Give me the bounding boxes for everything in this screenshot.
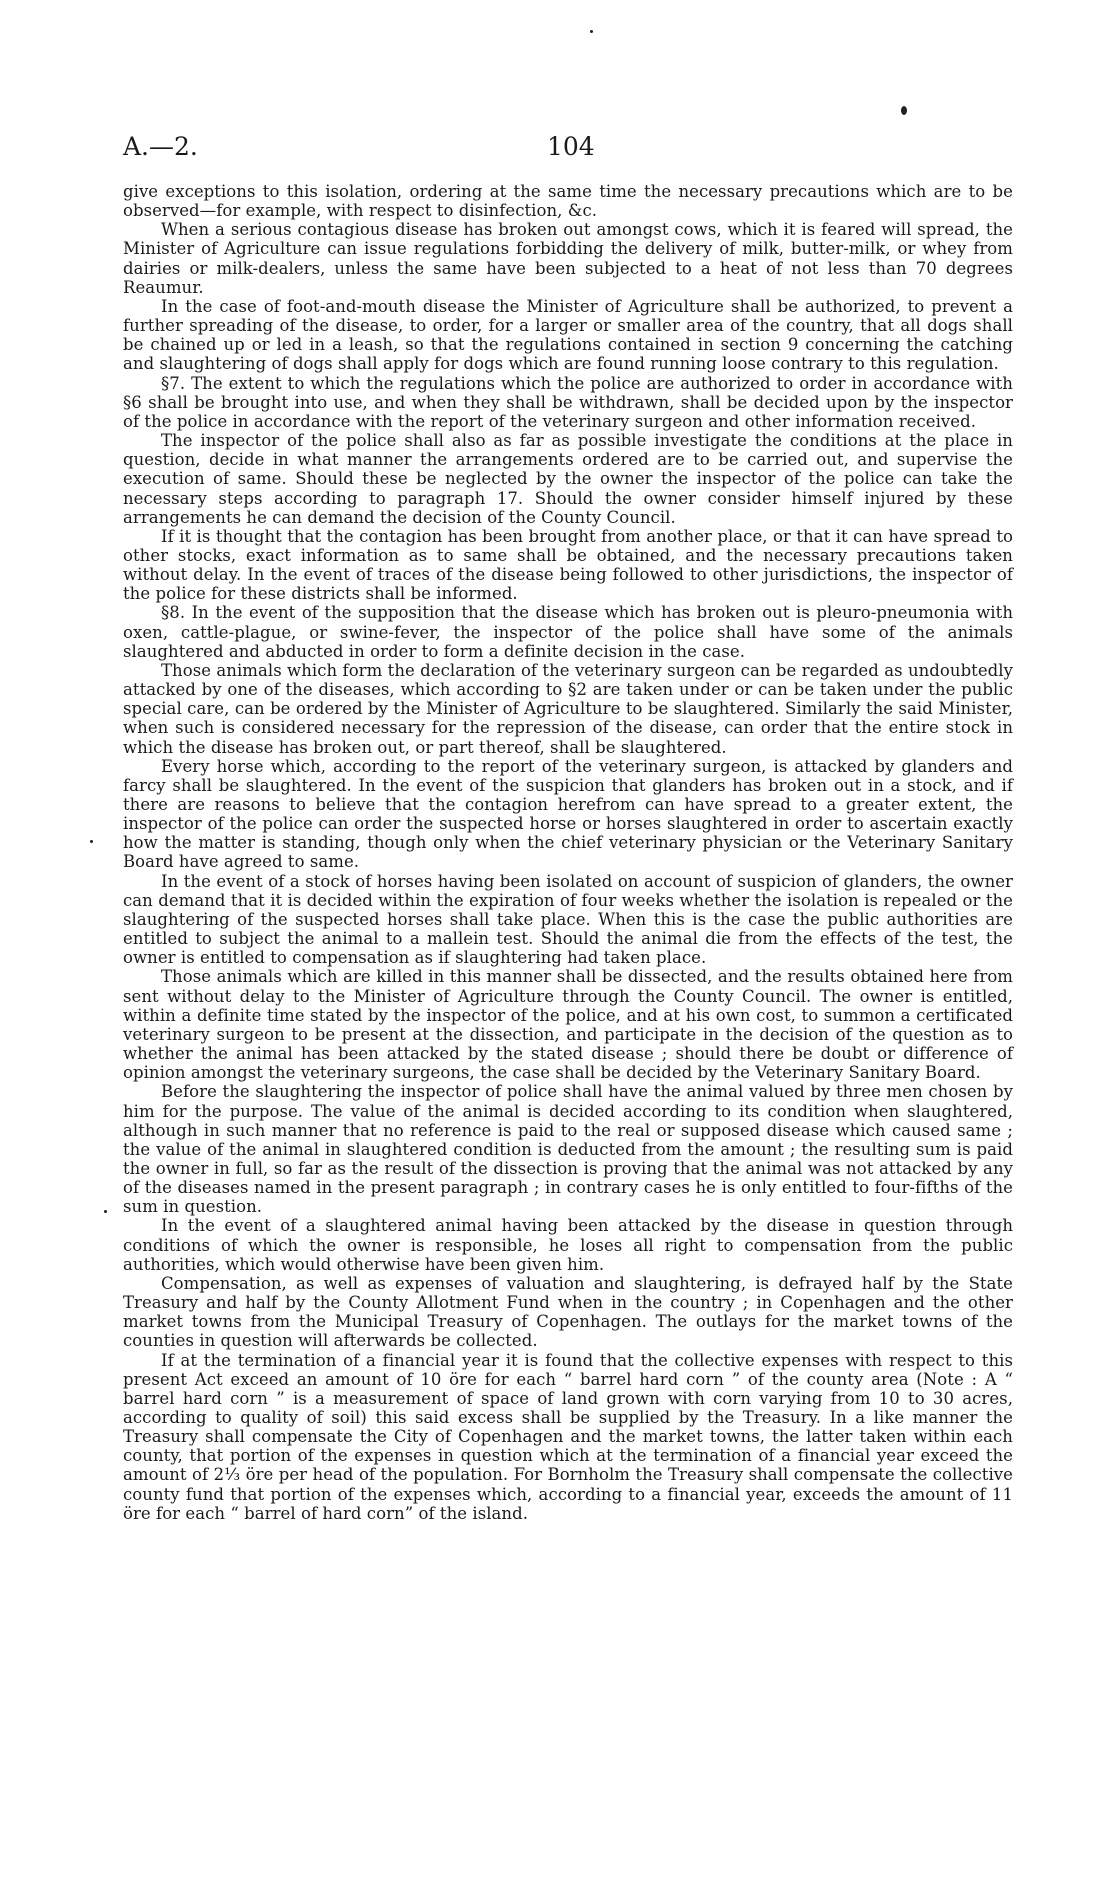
paragraph: Those animals which form the declaration of the veterinary surgeon can be regarded as undoubtedly attacked by one of the diseases, which according to §2 are taken under or can be taken under the public special care, can be ordered by the Minister of Agriculture to be slaughtered. Similarly the said Minister, when such is considered necessary for the repression of the disease, can order that the entire stock in which the disease has broken out, or part thereof, shall be slaughtered. bbox=[123, 660, 1013, 757]
document-reference: A.—2. bbox=[123, 132, 198, 161]
page-body bbox=[123, 182, 1013, 1523]
paragraph: Every horse which, according to the report of the veterinary surgeon, is attacked by glanders and farcy shall be slaughtered. In the event of the suspicion that glanders has broken out in a stock, and if there are reasons to believe that the contagion herefrom can have spread to a greater extent, the inspector of the police can order the suspected horse or horses slaughtered in order to ascertain exactly how the matter is standing, though only when the chief veterinary physician or the Veterinary Sanitary Board have agreed to same. bbox=[123, 756, 1013, 872]
ink-speck bbox=[590, 30, 593, 33]
paragraph: In the event of a stock of horses having been isolated on account of suspicion of glanders, the owner can demand that it is decided within the expiration of four weeks whether the isolation is repealed or the slaughtering of the suspected horses shall take place. When this is the case the public authorities are entitled to subject the animal to a mallein test. Should the animal die from the effects of the test, the owner is entitled to compensation as if slaughtering had taken place. bbox=[123, 871, 1013, 968]
paragraph: The inspector of the police shall also as far as possible investigate the conditions at the place in question, decide in what manner the arrangements ordered are to be carried out, and supervise the execution of same. Should these be neglected by the owner the inspector of the police can take the necessary steps according to paragraph 17. Should the owner consider himself injured by these arrangements he can demand the decision of the County Council. bbox=[123, 431, 1013, 527]
page-number: 104 bbox=[547, 132, 595, 161]
paragraph: If at the termination of a financial year it is found that the collective expenses with respect to this present Act exceed an amount of 10 öre for each “ barrel hard corn ” of the county area (Note : A “ barrel hard corn ” is a measurement of space of land grown with corn varying from 10 to 30 acres, according to quality of soil) this said excess shall be supplied by the Treasury. In a like manner the Treasury shall compensate the City of Copenhagen and the market towns, the latter taken within each county, that portion of the expenses in question which at the termination of a financial year exceed the amount of 2⅓ öre per head of the population. For Bornholm the Treasury shall compensate the collective county fund that portion of the expenses which, according to a financial year, exceeds the amount of 11 öre for each “ barrel of hard corn” of the island. bbox=[123, 1350, 1013, 1523]
paragraph: When a serious contagious disease has broken out amongst cows, which it is feared will spread, the Minister of Agriculture can issue regulations forbidding the delivery of milk, butter-milk, or whey from dairies or milk-dealers, unless the same have been subjected to a heat of not less than 70 degrees Reaumur. bbox=[123, 220, 1013, 297]
ink-speck bbox=[90, 840, 93, 843]
paragraph: If it is thought that the contagion has been brought from another place, or that it can have spread to other stocks, exact information as to same shall be obtained, and the necessary precautions taken without delay. In the event of traces of the disease being followed to other jurisdictions, the inspector of the police for these districts shall be informed. bbox=[123, 526, 1013, 604]
paragraph: give exceptions to this isolation, ordering at the same time the necessary precautions which are to be observed—for example, with respect to disinfection, &c. bbox=[123, 182, 1013, 221]
paragraph: Before the slaughtering the inspector of police shall have the animal valued by three men chosen by him for the purpose. The value of the animal is decided according to its condition when slaughtered, although in such manner that no reference is paid to the real or supposed disease which caused same ; the value of the animal in slaughtered condition is deducted from the amount ; the resulting sum is paid the owner in full, so far as the result of the dissection is proving that the animal was not attacked by any of the diseases named in the present paragraph ; in contrary cases he is only entitled to four-fifths of the sum in question. bbox=[123, 1082, 1013, 1217]
paragraph: Those animals which are killed in this manner shall be dissected, and the results obtained here from sent without delay to the Minister of Agriculture through the County Council. The owner is entitled, within a definite time stated by the inspector of the police, and at his own cost, to summon a certificated veterinary surgeon to be present at the dissection, and participate in the decision of the question as to whether the animal has been attacked by the stated disease ; should there be doubt or difference of opinion amongst the veterinary surgeons, the case shall be decided by the Veterinary Sanitary Board. bbox=[123, 967, 1013, 1083]
page-header bbox=[123, 132, 1013, 166]
ink-speck bbox=[901, 106, 907, 115]
paragraph: In the event of a slaughtered animal having been attacked by the disease in question through conditions of which the owner is responsible, he loses all right to compensation from the public authorities, which would otherwise have been given him. bbox=[123, 1216, 1013, 1274]
paragraph: In the case of foot-and-mouth disease the Minister of Agriculture shall be authorized, to prevent a further spreading of the disease, to order, for a larger or smaller area of the country, that all dogs shall be chained up or led in a leash, so that the regulations contained in section 9 concerning the catching and slaughtering of dogs shall apply for dogs which are found running loose contrary to this regulation. bbox=[123, 296, 1013, 374]
paragraph: Compensation, as well as expenses of valuation and slaughtering, is defrayed half by the State Treasury and half by the County Allotment Fund when in the country ; in Copenhagen and the other market towns from the Municipal Treasury of Copenhagen. The outlays for the market towns of the counties in question will afterwards be collected. bbox=[123, 1273, 1013, 1351]
paragraph: §8. In the event of the supposition that the disease which has broken out is pleuro-pneumonia with oxen, cattle-plague, or swine-fever, the inspector of the police shall have some of the animals slaughtered and abducted in order to form a definite decision in the case. bbox=[123, 603, 1013, 661]
paragraph: §7. The extent to which the regulations which the police are authorized to order in accordance with §6 shall be brought into use, and when they shall be withdrawn, shall be decided upon by the inspector of the police in accordance with the report of the veterinary surgeon and other information received. bbox=[123, 373, 1013, 431]
ink-speck bbox=[104, 1210, 107, 1213]
